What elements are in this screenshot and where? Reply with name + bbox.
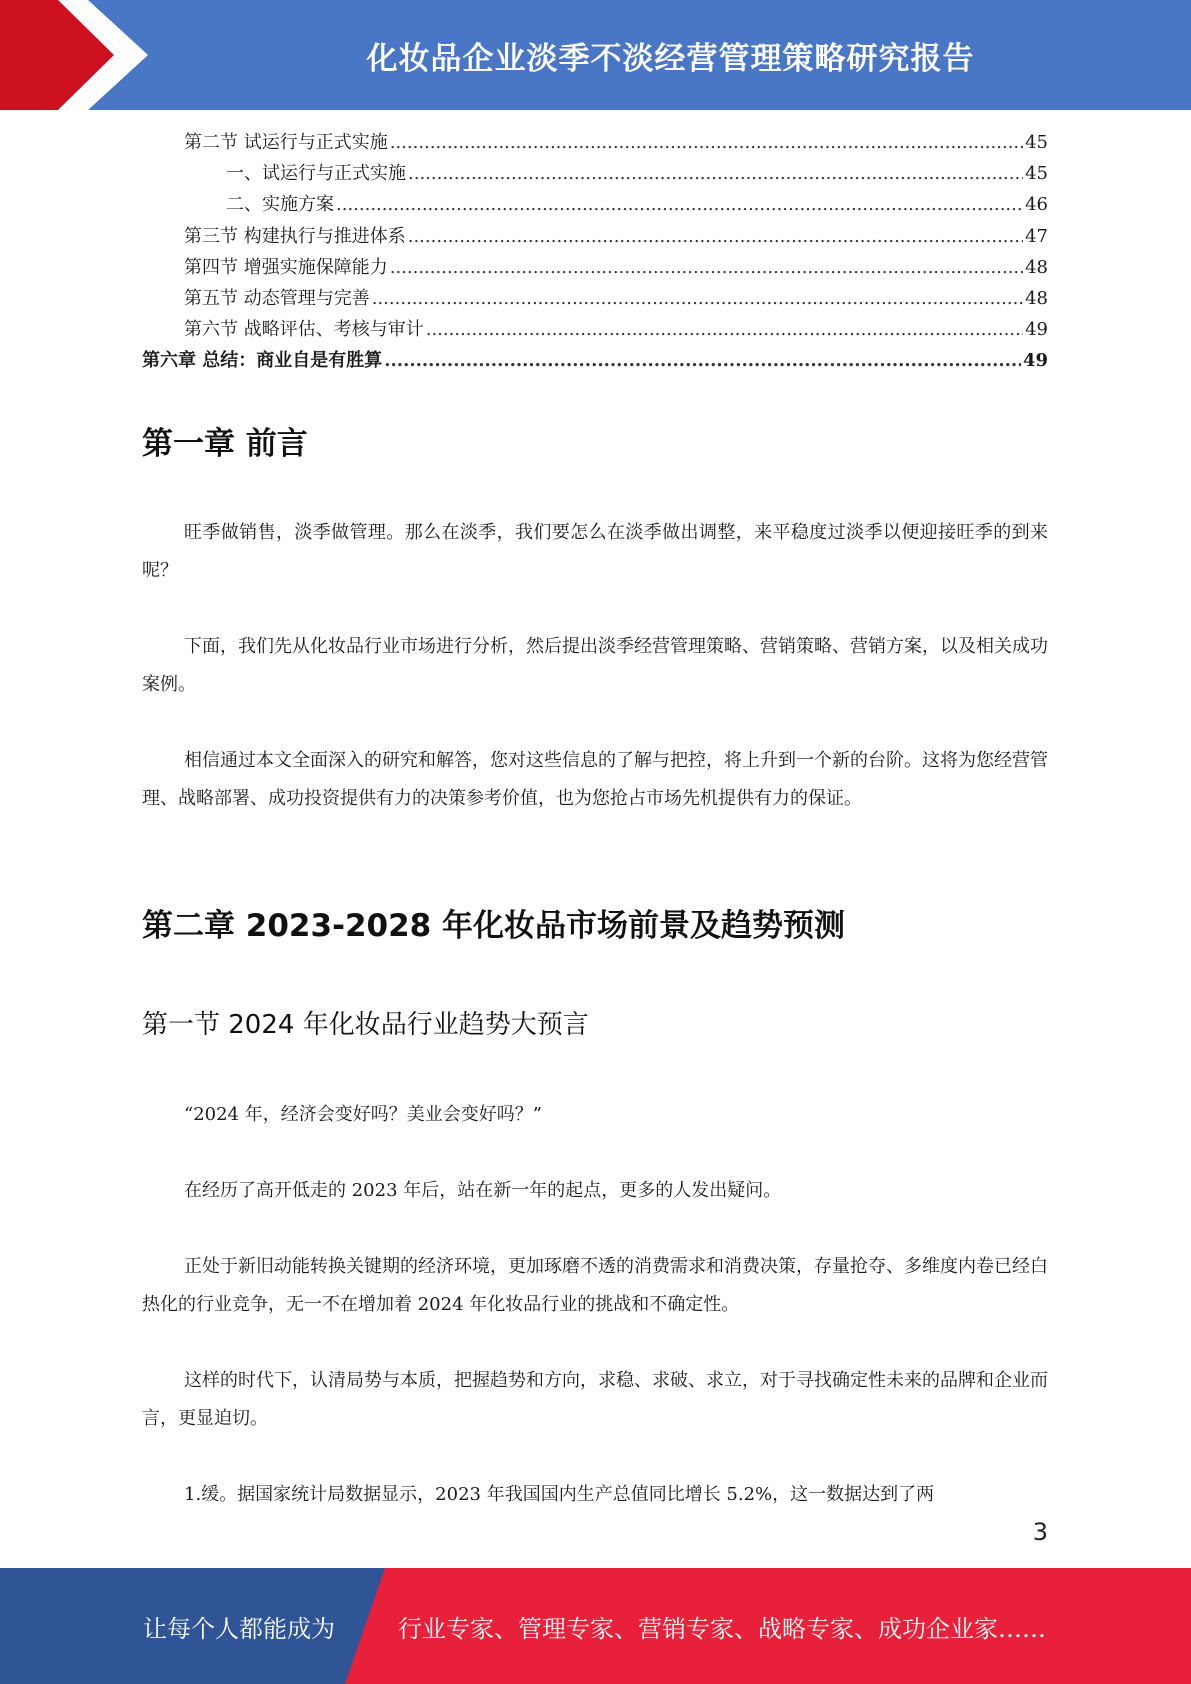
table-of-contents [142, 128, 1048, 378]
toc-entry-text: 第五节 动态管理与完善 [184, 287, 370, 309]
section-paragraph: 在经历了高开低走的 2023 年后，站在新一年的起点，更多的人发出疑问。 [184, 1180, 782, 1201]
section-paragraph: 正处于新旧动能转换关键期的经济环境，更加琢磨不透的消费需求和消费决策，存量抢夺、多维度内卷已经白热化的行业竞争，无一不在增加着 2024 年化妆品行业的挑战和不确定性。 [142, 1256, 1048, 1315]
toc-entry[interactable] [142, 284, 1048, 315]
toc-leader-dots [390, 257, 1023, 278]
footer-slogan-left: 让每个人都能成为 [143, 1614, 335, 1643]
toc-leader-dots [408, 163, 1023, 184]
report-title: 化妆品企业淡季不淡经营管理策略研究报告 [366, 40, 975, 77]
header-arrow-decoration [0, 0, 160, 110]
toc-leader-dots [390, 132, 1023, 153]
toc-entry-text: 第四节 增强实施保障能力 [184, 256, 388, 278]
chapter-1-paragraph: 下面，我们先从化妆品行业市场进行分析，然后提出淡季经营管理策略、营销策略、营销方案，以及相关成功案例。 [142, 636, 1048, 695]
toc-entry-page: 45 [1025, 132, 1048, 153]
toc-leader-dots [336, 194, 1023, 215]
toc-entry-text: 二、实施方案 [226, 194, 334, 216]
toc-entry-text: 第六节 战略评估、考核与审计 [184, 319, 424, 341]
toc-leader-dots [426, 319, 1023, 340]
section-paragraph: 这样的时代下，认清局势与本质，把握趋势和方向，求稳、求破、求立，对于寻找确定性未来的品牌和企业而言，更显迫切。 [142, 1370, 1048, 1429]
chapter-1-heading: 第一章 前言 [142, 426, 308, 462]
toc-entry[interactable] [142, 159, 1048, 190]
page-header [0, 0, 1191, 110]
toc-entry-text: 第六章 总结：商业自是有胜算 [142, 350, 383, 372]
toc-entry[interactable] [142, 346, 1048, 377]
toc-entry-text: 一、试运行与正式实施 [226, 163, 406, 185]
toc-leader-dots [384, 350, 1021, 371]
toc-entry-page: 47 [1025, 225, 1048, 247]
section-paragraph: “2024 年，经济会变好吗？美业会变好吗？” [184, 1104, 542, 1125]
page-number: 3 [1032, 1518, 1048, 1546]
toc-entry[interactable] [142, 128, 1048, 159]
toc-entry-page: 48 [1025, 287, 1048, 309]
toc-entry-page: 49 [1025, 319, 1048, 341]
section-1-heading: 第一节 2024 年化妆品行业趋势大预言 [142, 1010, 589, 1040]
chapter-1-paragraph: 旺季做销售，淡季做管理。那么在淡季，我们要怎么在淡季做出调整，来平稳度过淡季以便迎接旺季的到来呢？ [142, 522, 1048, 581]
chapter-2-heading: 第二章 2023-2028 年化妆品市场前景及趋势预测 [142, 908, 846, 944]
toc-leader-dots [408, 226, 1023, 247]
chapter-1-paragraph: 相信通过本文全面深入的研究和解答，您对这些信息的了解与把控，将上升到一个新的台阶。这将为您经营管理、战略部署、成功投资提供有力的决策参考价值，也为您抢占市场先机提供有力的保证。 [142, 750, 1048, 809]
toc-entry[interactable] [142, 253, 1048, 284]
section-paragraph: 1.缓。据国家统计局数据显示，2023 年我国国内生产总值同比增长 5.2%，这一数据达到了两 [184, 1484, 935, 1505]
toc-entry[interactable] [142, 222, 1048, 253]
footer-slogan-right: 行业专家、管理专家、营销专家、战略专家、成功企业家…… [398, 1614, 1046, 1643]
toc-entry-page: 46 [1025, 194, 1048, 216]
toc-entry-page: 48 [1025, 256, 1048, 278]
toc-entry-page: 45 [1025, 163, 1048, 185]
toc-leader-dots [372, 288, 1023, 309]
toc-entry[interactable] [142, 315, 1048, 346]
toc-entry[interactable] [142, 190, 1048, 221]
page-footer [0, 1568, 1191, 1684]
toc-entry-text: 第三节 构建执行与推进体系 [184, 225, 406, 247]
toc-entry-text: 第二节 试运行与正式实施 [184, 132, 388, 153]
toc-entry-page: 49 [1022, 350, 1048, 372]
